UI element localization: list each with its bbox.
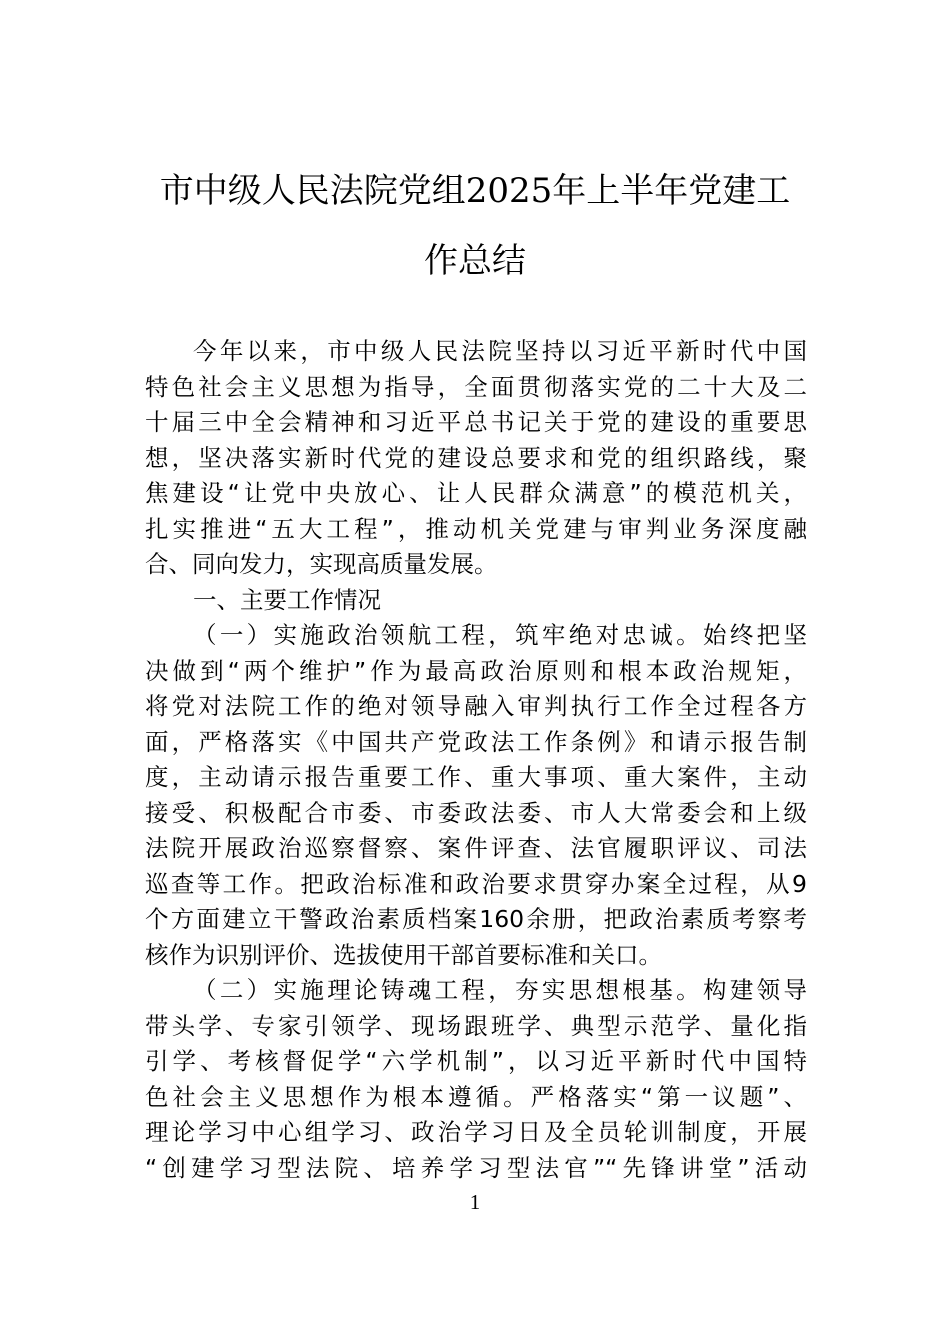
- body-line: 将党对法院工作的绝对领导融入审判执行工作全过程各方: [145, 692, 807, 720]
- title-line-1: 市中级人民法院党组2025年上半年党建工: [159, 171, 791, 211]
- body-line: 接受、积极配合市委、市委政法委、市人大常委会和上级: [145, 798, 807, 827]
- body-line: 决做到“两个维护”作为最高政治原则和根本政治规矩，: [145, 656, 807, 685]
- document-title: [120, 156, 830, 296]
- body-line: 扎实推进“五大工程”，推动机关党建与审判业务深度融: [145, 514, 807, 543]
- body-line: 焦建设“让党中央放心、让人民群众满意”的模范机关，: [145, 479, 807, 507]
- body-line: 核作为识别评价、选拔使用干部首要标准和关口。: [145, 940, 662, 969]
- body-line: 面，严格落实《中国共产党政法工作条例》和请示报告制: [145, 727, 807, 756]
- body-line: 色社会主义思想作为根本遵循。严格落实“第一议题”、: [145, 1082, 807, 1111]
- body-line: 今年以来，市中级人民法院坚持以习近平新时代中国: [193, 337, 807, 365]
- body-line: 度，主动请示报告重要工作、重大事项、重大案件，主动: [145, 763, 807, 791]
- page-number: 1: [469, 1190, 481, 1214]
- body-line: 想，坚决落实新时代党的建设总要求和党的组织路线，聚: [145, 443, 807, 472]
- body-line: 个方面建立干警政治素质档案160余册，把政治素质考察考: [145, 905, 807, 933]
- body-line: （一）实施政治领航工程，筑牢绝对忠诚。始终把坚: [193, 621, 807, 649]
- body-line: “创建学习型法院、培养学习型法官”“先锋讲堂”活动: [145, 1153, 807, 1182]
- body-line: 十届三中全会精神和习近平总书记关于党的建设的重要思: [145, 408, 807, 436]
- document-body: [145, 334, 807, 1186]
- body-line: 引学、考核督促学“六学机制”，以习近平新时代中国特: [145, 1047, 807, 1075]
- body-line: 法院开展政治巡察督察、案件评查、法官履职评议、司法: [145, 834, 807, 862]
- section-heading: 一、主要工作情况: [193, 585, 381, 614]
- body-line: 合、同向发力，实现高质量发展。: [145, 550, 498, 578]
- title-line-2: 作总结: [424, 241, 526, 281]
- body-line: （二）实施理论铸魂工程，夯实思想根基。构建领导: [193, 976, 807, 1004]
- body-line: 理论学习中心组学习、政治学习日及全员轮训制度，开展: [145, 1118, 807, 1146]
- body-line: 特色社会主义思想为指导，全面贯彻落实党的二十大及二: [145, 372, 807, 401]
- body-line: 巡查等工作。把政治标准和政治要求贯穿办案全过程，从9: [145, 869, 807, 898]
- body-line: 带头学、专家引领学、现场跟班学、典型示范学、量化指: [145, 1011, 807, 1040]
